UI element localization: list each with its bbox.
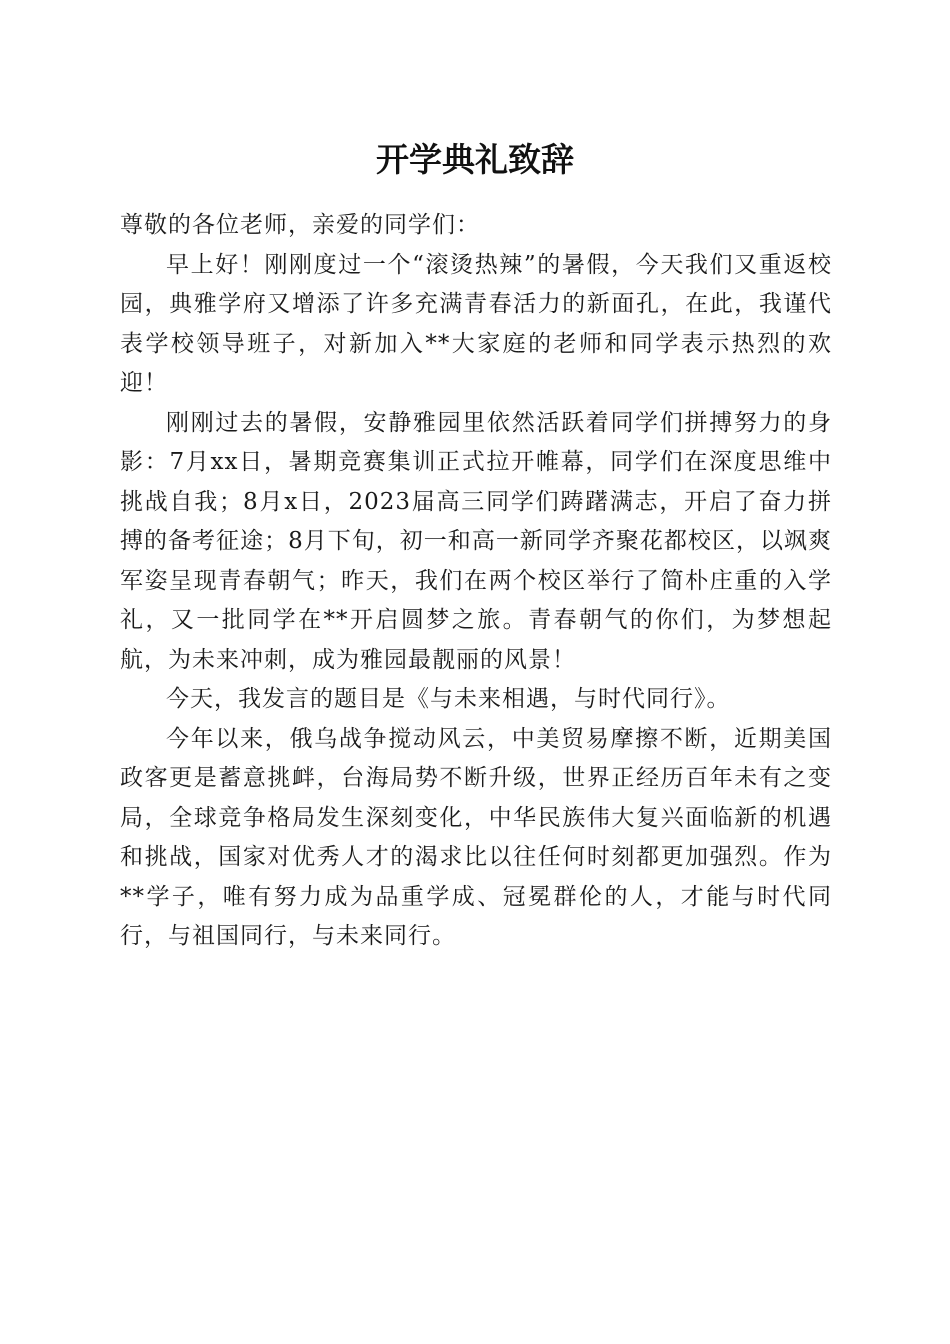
paragraph-greeting: 早上好！刚刚度过一个“滚烫热辣”的暑假，今天我们又重返校园，典雅学府又增添了许多充满青春活力的新面孔，在此，我谨代表学校领导班子，对新加入**大家庭的老师和同学表示热烈的欢迎！ <box>120 251 832 396</box>
paragraph-speech-topic: 今天，我发言的题目是《与未来相遇，与时代同行》。 <box>166 686 731 712</box>
paragraph-world-situation: 今年以来，俄乌战争搅动风云，中美贸易摩擦不断，近期美国政客更是蓄意挑衅，台海局势不断升级，世界正经历百年未有之变局，全球竞争格局发生深刻变化，中华民族伟大复兴面临新的机遇和挑战，国家对优秀人才的渴求比以往任何时刻都更加强烈。作为**学子，唯有努力成为品重学成、冠冕群伦的人，才能与时代同行，与祖国同行，与未来同行。 <box>120 725 832 949</box>
document-body <box>120 206 832 957</box>
paragraph-summer-review: 刚刚过去的暑假，安静雅园里依然活跃着同学们拼搏努力的身影：7月xx日，暑期竞赛集训正式拉开帷幕，同学们在深度思维中挑战自我；8月x日，2023届高三同学们踌躇满志，开启了奋力拼搏的备考征途；8月下旬，初一和高一新同学齐聚花都校区，以飒爽军姿呈现青春朝气；昨天，我们在两个校区举行了简朴庄重的入学礼，又一批同学在**开启圆梦之旅。青春朝气的你们，为梦想起航，为未来冲刺，成为雅园最靓丽的风景！ <box>120 409 832 673</box>
document-title: 开学典礼致辞 <box>376 140 574 179</box>
salutation: 尊敬的各位老师，亲爱的同学们： <box>120 212 480 238</box>
